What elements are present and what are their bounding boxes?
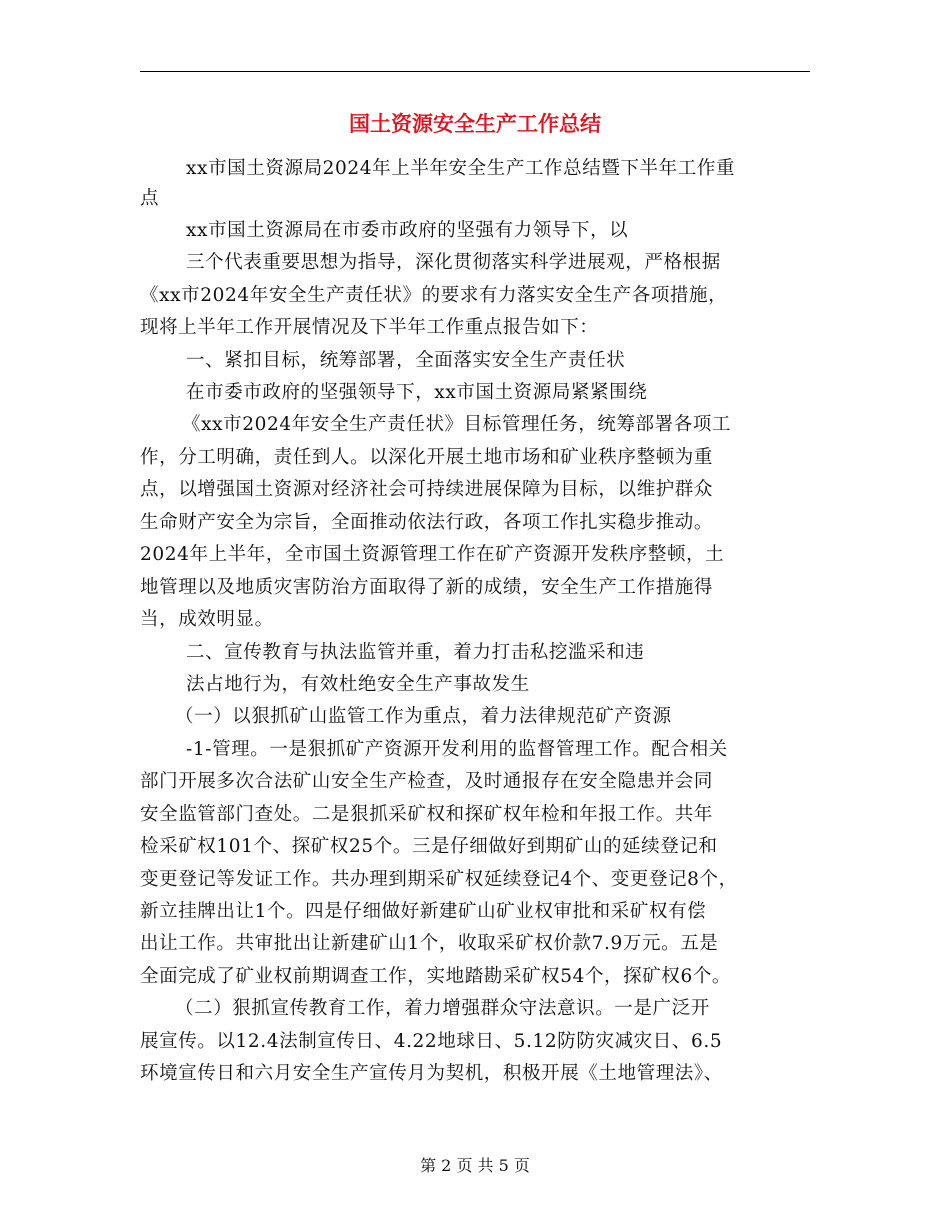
- text-line: 点，以增强国土资源对经济社会可持续进展保障为目标，以维护群众: [140, 479, 714, 500]
- text-line: xx市国土资源局在市委市政府的坚强有力领导下，以: [186, 220, 629, 241]
- text-line: 新立挂牌出让1个。四是仔细做好新建矿山矿业权审批和采矿权有偿: [140, 901, 707, 922]
- text-line: 安全监管部门查处。二是狠抓采矿权和探矿权年检和年报工作。共年: [140, 804, 714, 825]
- section-heading: 一、紧扣目标，统筹部署，全面落实安全生产责任状: [186, 350, 626, 371]
- text-line: 部门开展多次合法矿山安全生产检查，及时通报存在安全隐患并会同: [140, 771, 714, 792]
- header-rule: [140, 71, 810, 72]
- text-line: 地管理以及地质灾害防治方面取得了新的成绩，安全生产工作措施得: [140, 577, 714, 598]
- text-line: 出让工作。共审批出让新建矿山1个，收取采矿权价款7.9万元。五是: [140, 933, 719, 954]
- text-line: 2024年上半年，全市国土资源管理工作在矿产资源开发秩序整顿，土: [140, 544, 725, 565]
- text-line: 三个代表重要思想为指导，深化贯彻落实科学进展观，严格根据: [186, 252, 721, 273]
- subsection-heading: （一）以狠抓矿山监管工作为重点，着力法律规范矿产资源: [175, 706, 672, 727]
- text-line: 现将上半年工作开展情况及下半年工作重点报告如下：: [140, 317, 599, 338]
- page-number: 第 2 页 共 5 页: [420, 1156, 530, 1175]
- text-line: -1-管理。一是狠抓矿产资源开发利用的监督管理工作。配合相关: [186, 739, 728, 760]
- text-line: 点: [140, 188, 160, 209]
- document-title: 国土资源安全生产工作总结: [349, 111, 601, 136]
- section-heading: 二、宣传教育与执法监管并重，着力打击私挖滥采和违: [186, 642, 645, 663]
- text-line: 生命财产安全为宗旨，全面推动依法行政，各项工作扎实稳步推动。: [140, 512, 714, 533]
- text-line: xx市国土资源局2024年上半年安全生产工作总结暨下半年工作重: [186, 158, 736, 179]
- text-line: 《xx市2024年安全生产责任状》的要求有力落实安全生产各项措施，: [140, 285, 728, 306]
- text-line: 在市委市政府的坚强领导下，xx市国土资源局紧紧围绕: [186, 382, 648, 403]
- section-heading: 法占地行为，有效杜绝安全生产事故发生: [186, 674, 530, 695]
- text-line: 作，分工明确，责任到人。以深化开展土地市场和矿业秩序整顿为重: [140, 447, 714, 468]
- subsection-heading: （二）狠抓宣传教育工作，着力增强群众守法意识。一是广泛开: [175, 998, 710, 1019]
- text-line: 环境宣传日和六月安全生产宣传月为契机，积极开展《土地管理法》、: [140, 1063, 723, 1084]
- text-line: 展宣传。以12.4法制宣传日、4.22地球日、5.12防防灾减灾日、6.5: [140, 1031, 723, 1052]
- text-line: 《xx市2024年安全生产责任状》目标管理任务，统筹部署各项工: [182, 414, 732, 435]
- text-line: 当，成效明显。: [140, 609, 274, 630]
- text-line: 检采矿权101个、探矿权25个。三是仔细做好到期矿山的延续登记和: [140, 836, 718, 857]
- text-line: 全面完成了矿业权前期调查工作，实地踏勘采矿权54个，探矿权6个。: [140, 966, 732, 987]
- text-line: 变更登记等发证工作。共办理到期采矿权延续登记4个、变更登记8个，: [140, 869, 738, 890]
